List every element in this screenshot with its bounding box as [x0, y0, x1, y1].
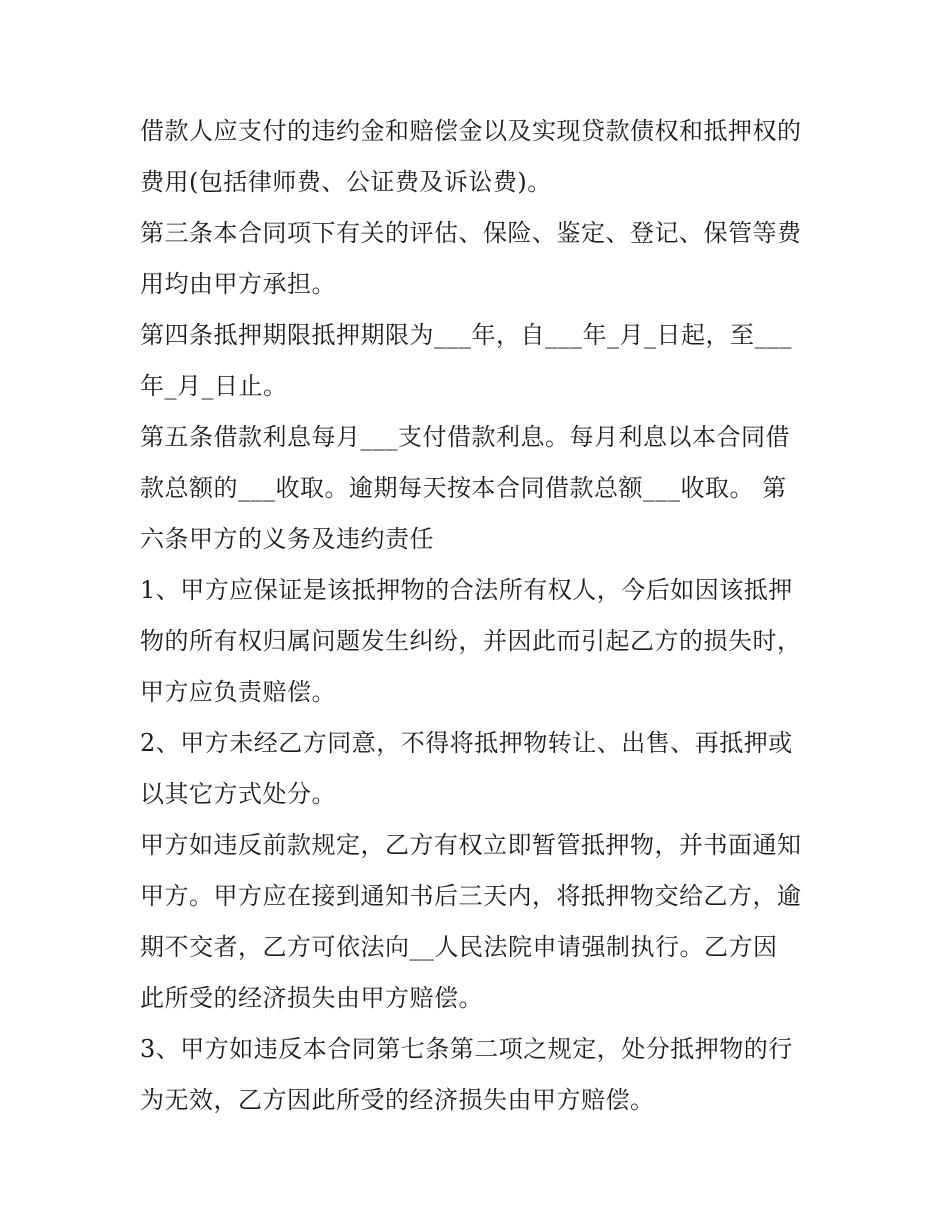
text-line: 甲方如违反前款规定，乙方有权立即暂管抵押物，并书面通知 [140, 831, 802, 859]
text-line: 费用(包括律师费、公证费及诉讼费)。 [140, 168, 552, 196]
document-body [140, 106, 820, 1126]
text-line: 款总额的___收取。逾期每天按本合同借款总额___收取。 第 [140, 474, 787, 502]
text-line: 第五条借款利息每月___支付借款利息。每月利息以本合同借 [140, 423, 790, 451]
text-line: 第三条本合同项下有关的评估、保险、鉴定、登记、保管等费 [140, 219, 802, 247]
text-line: 甲方。甲方应在接到通知书后三天内，将抵押物交给乙方，逾 [140, 882, 802, 910]
text-line: 3、甲方如违反本合同第七条第二项之规定，处分抵押物的行 [140, 1035, 793, 1063]
text-line: 借款人应支付的违约金和赔偿金以及实现贷款债权和抵押权的 [140, 117, 802, 145]
text-line: 六条甲方的义务及违约责任 [140, 525, 434, 553]
text-line: 此所受的经济损失由甲方赔偿。 [140, 984, 483, 1012]
text-line: 年_月_日止。 [140, 372, 288, 400]
text-line: 以其它方式处分。 [140, 780, 336, 808]
text-line: 用均由甲方承担。 [140, 270, 336, 298]
text-line: 物的所有权归属问题发生纠纷，并因此而引起乙方的损失时， [140, 627, 802, 655]
text-line: 期不交者，乙方可依法向__人民法院申请强制执行。乙方因 [140, 933, 778, 961]
text-line: 1、甲方应保证是该抵押物的合法所有权人，今后如因该抵押 [140, 576, 793, 604]
text-line: 第四条抵押期限抵押期限为___年，自___年_月_日起，至___ [140, 321, 792, 349]
text-line: 为无效，乙方因此所受的经济损失由甲方赔偿。 [140, 1086, 655, 1114]
text-line: 甲方应负责赔偿。 [140, 678, 336, 706]
text-line: 2、甲方未经乙方同意，不得将抵押物转让、出售、再抵押或 [140, 729, 793, 757]
